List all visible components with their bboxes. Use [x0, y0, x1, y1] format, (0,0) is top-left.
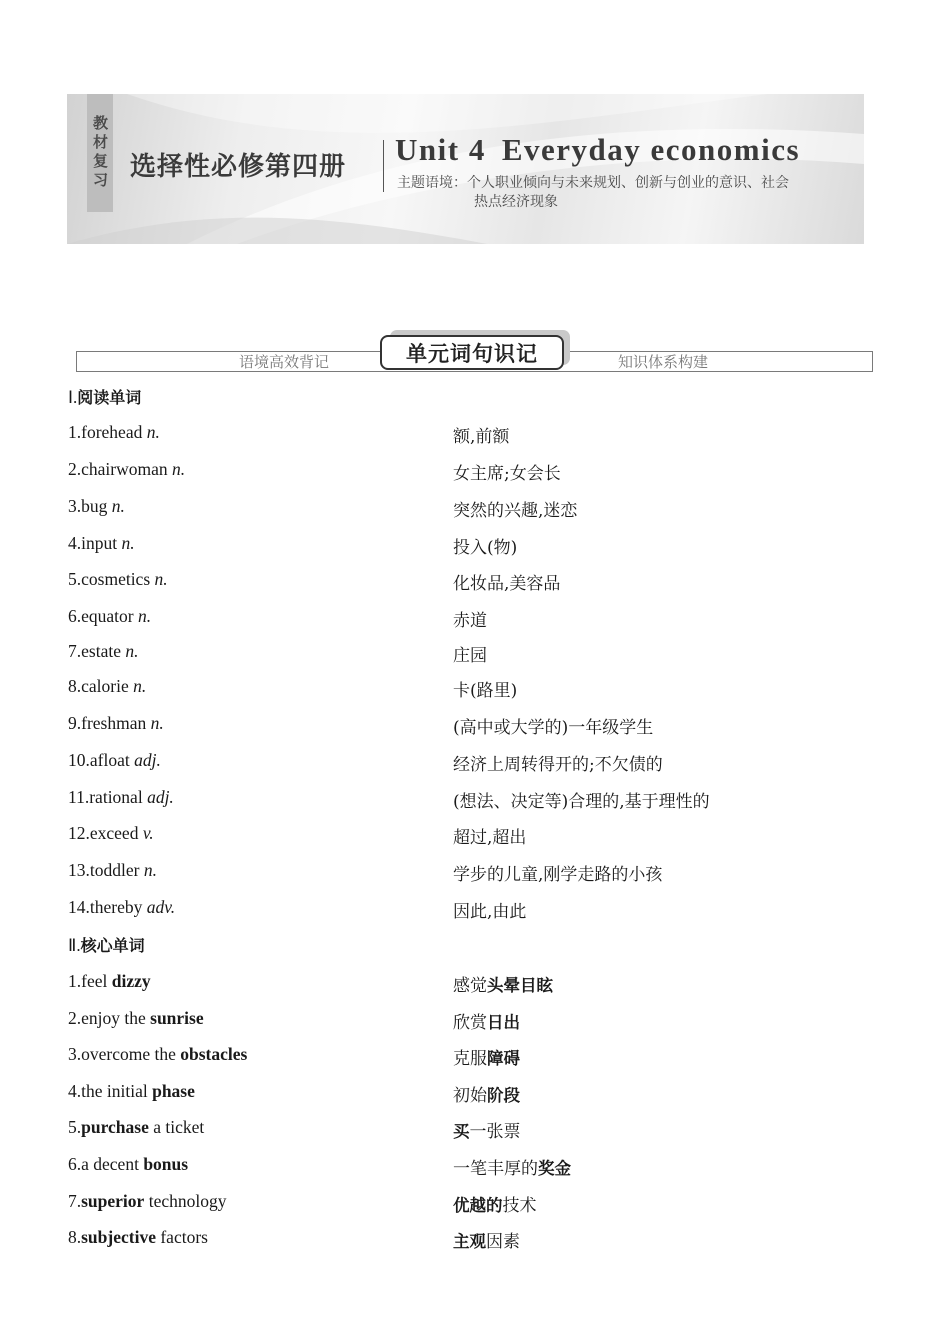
core-word-phrase [68, 1008, 204, 1029]
core-word-meaning [453, 1191, 537, 1216]
book-title: 选择性必修第四册 [130, 152, 347, 182]
reading-word-number: 12. [68, 823, 90, 843]
core-meaning-pre: 初始 [453, 1086, 487, 1106]
reading-word-row [68, 897, 868, 927]
unit-label: Unit 4 [395, 132, 486, 167]
reading-word: toddler [89, 860, 140, 880]
core-word-key: superior [81, 1191, 145, 1211]
core-word-meaning [453, 1227, 520, 1252]
reading-word: exceed [89, 823, 139, 843]
reading-word-pos: adj. [134, 750, 161, 770]
reading-word-row [68, 713, 868, 743]
core-word-post: factors [155, 1227, 208, 1247]
core-word-post: technology [144, 1191, 227, 1211]
reading-word: calorie [81, 676, 129, 696]
reading-words-heading [68, 385, 141, 408]
core-meaning-key: 头晕目眩 [487, 976, 553, 995]
core-word-meaning [453, 1008, 520, 1033]
core-word-key: phase [152, 1081, 195, 1101]
core-word-pre: the initial [81, 1081, 153, 1101]
reading-word-term [68, 750, 161, 771]
core-words-numeral: Ⅱ. [68, 936, 81, 955]
reading-word-term [68, 787, 174, 808]
unit-topic: Everyday economics [501, 132, 801, 167]
reading-word-number: 14. [68, 897, 90, 917]
reading-word-number: 3. [68, 496, 82, 516]
reading-word-meaning: (高中或大学的)一年级学生 [453, 718, 654, 738]
core-meaning-key: 主观 [453, 1232, 486, 1251]
core-word-key: dizzy [111, 971, 151, 991]
core-word-phrase [68, 1044, 247, 1065]
core-word-pre: enjoy the [81, 1008, 151, 1028]
core-word-row [68, 1044, 868, 1074]
core-word-row [68, 971, 868, 1001]
core-word-number: 4. [68, 1081, 82, 1101]
core-word-phrase [68, 1154, 188, 1175]
core-word-number: 6. [68, 1154, 82, 1174]
reading-word-pos: n. [133, 676, 147, 696]
reading-word-term [68, 533, 135, 554]
unit-title [395, 132, 800, 168]
core-word-meaning [453, 1154, 571, 1179]
core-word-row [68, 1008, 868, 1038]
core-meaning-key: 阶段 [487, 1086, 520, 1105]
reading-word-term [68, 897, 175, 918]
section-label-right: 知识体系构建 [618, 353, 709, 371]
core-word-key: purchase [81, 1117, 149, 1137]
reading-word-pos: adv. [146, 897, 176, 917]
reading-word-number: 10. [68, 750, 90, 770]
reading-word-number: 5. [68, 569, 82, 589]
reading-word-meaning: 投入(物) [453, 538, 518, 558]
core-words-title: 核心单词 [80, 936, 145, 955]
reading-word-row [68, 787, 868, 817]
reading-word-row [68, 459, 868, 489]
core-meaning-pre: 一笔丰厚的 [453, 1159, 538, 1179]
core-meaning-key: 障碍 [487, 1049, 520, 1068]
core-word-pre: overcome the [81, 1044, 181, 1064]
section-title: 单元词句识记 [380, 335, 564, 370]
reading-word-pos: n. [150, 713, 164, 733]
core-meaning-key: 奖金 [538, 1159, 571, 1178]
reading-word-meaning: 化妆品,美容品 [453, 574, 561, 594]
reading-word-row [68, 422, 868, 452]
core-word-phrase [68, 1117, 204, 1138]
core-word-meaning [453, 1117, 521, 1142]
reading-word-term [68, 422, 160, 443]
reading-word: rational [89, 787, 143, 807]
reading-word-pos: n. [137, 606, 152, 626]
reading-word-term [68, 496, 125, 517]
core-word-key: bonus [143, 1154, 189, 1174]
core-word-meaning [453, 1044, 520, 1069]
core-word-phrase [68, 1227, 208, 1248]
reading-word-meaning: 赤道 [453, 611, 487, 631]
core-word-number: 2. [68, 1008, 82, 1028]
core-word-number: 1. [68, 971, 82, 991]
reading-word: input [81, 533, 118, 553]
section-label-left: 语境高效背记 [239, 353, 330, 371]
reading-word-meaning: 庄园 [453, 646, 487, 666]
core-word-meaning [453, 1081, 520, 1106]
reading-word-meaning: 经济上周转得开的;不欠债的 [453, 755, 663, 775]
reading-word-row [68, 641, 868, 671]
banner-divider [383, 140, 384, 192]
core-word-row [68, 1154, 868, 1184]
reading-word-row [68, 496, 868, 526]
reading-word-number: 4. [68, 533, 82, 553]
textbook-review-tag: 教材复习 [87, 94, 113, 212]
reading-word-term [68, 860, 157, 881]
reading-word: thereby [89, 897, 143, 917]
reading-word-meaning: 卡(路里) [453, 681, 518, 701]
core-word-key: obstacles [180, 1044, 248, 1064]
theme-line-1: 主题语境：个人职业倾向与未来规划、创新与创业的意识、社会 [397, 175, 789, 191]
core-word-pre: feel [81, 971, 112, 991]
core-word-number: 7. [68, 1191, 82, 1211]
reading-word-meaning: 女主席;女会长 [453, 464, 561, 484]
core-word-phrase [68, 971, 151, 992]
reading-word-term [68, 606, 151, 627]
core-word-key: subjective [81, 1227, 156, 1247]
section-header [76, 333, 873, 373]
reading-words-numeral: Ⅰ. [68, 388, 78, 407]
reading-word: equator [81, 606, 134, 626]
reading-word-pos: v. [142, 823, 154, 843]
core-word-phrase [68, 1081, 195, 1102]
core-meaning-key: 日出 [487, 1013, 520, 1032]
reading-word-row [68, 750, 868, 780]
core-word-number: 8. [68, 1227, 82, 1247]
reading-word-meaning: 超过,超出 [453, 828, 527, 848]
reading-word-pos: n. [172, 459, 186, 479]
reading-word: chairwoman [81, 459, 168, 479]
reading-word-number: 1. [68, 422, 82, 442]
reading-word-pos: n. [121, 533, 135, 553]
theme-line-2: 热点经济现象 [474, 194, 558, 210]
reading-word-term [68, 823, 154, 844]
reading-word-term [68, 569, 168, 590]
core-word-number: 3. [68, 1044, 82, 1064]
core-word-number: 5. [68, 1117, 82, 1137]
reading-word-meaning: 因此,由此 [453, 902, 527, 922]
reading-word-pos: n. [154, 569, 168, 589]
reading-word-pos: n. [143, 860, 157, 880]
reading-word-pos: n. [111, 496, 125, 516]
reading-word-number: 7. [68, 641, 82, 661]
core-word-pre: a decent [81, 1154, 144, 1174]
reading-word-number: 11. [68, 787, 90, 807]
core-word-key: sunrise [150, 1008, 204, 1028]
core-word-row [68, 1191, 868, 1221]
reading-word-number: 8. [68, 676, 82, 696]
reading-word-row [68, 676, 868, 706]
reading-word-meaning: (想法、决定等)合理的,基于理性的 [453, 792, 710, 812]
reading-word-number: 9. [68, 713, 82, 733]
reading-word-meaning: 学步的儿童,刚学走路的小孩 [453, 865, 663, 885]
theme-context [397, 174, 852, 212]
reading-word-row [68, 860, 868, 890]
reading-word: bug [81, 496, 108, 516]
reading-word-row [68, 606, 868, 636]
reading-word-row [68, 569, 868, 599]
reading-word: forehead [81, 422, 143, 442]
core-words-heading [68, 933, 145, 956]
reading-word-term [68, 641, 138, 662]
core-word-row [68, 1117, 868, 1147]
reading-word: afloat [89, 750, 130, 770]
core-meaning-pre: 欣赏 [453, 1013, 487, 1033]
reading-word-pos: adj. [147, 787, 174, 807]
reading-word-row [68, 533, 868, 563]
core-word-row [68, 1081, 868, 1111]
reading-word: estate [81, 641, 121, 661]
core-meaning-post: 技术 [502, 1196, 537, 1216]
unit-banner [67, 94, 864, 244]
reading-word-pos: n. [125, 641, 139, 661]
reading-word-number: 6. [68, 606, 82, 626]
core-meaning-pre: 克服 [453, 1049, 487, 1069]
core-word-row [68, 1227, 868, 1257]
reading-word-pos: n. [146, 422, 160, 442]
core-meaning-post: 一张票 [469, 1122, 521, 1142]
reading-word-meaning: 额,前额 [453, 427, 510, 447]
reading-words-title: 阅读单词 [77, 388, 142, 407]
reading-word-row [68, 823, 868, 853]
reading-word-meaning: 突然的兴趣,迷恋 [453, 501, 578, 521]
core-meaning-key: 优越的 [453, 1196, 503, 1215]
reading-word-number: 2. [68, 459, 82, 479]
core-word-meaning [453, 971, 553, 996]
reading-word-term [68, 676, 146, 697]
core-word-phrase [68, 1191, 226, 1212]
reading-word: freshman [81, 713, 147, 733]
reading-word-term [68, 713, 164, 734]
reading-word: cosmetics [81, 569, 151, 589]
reading-word-term [68, 459, 185, 480]
core-word-post: a ticket [148, 1117, 205, 1137]
reading-word-number: 13. [68, 860, 90, 880]
core-meaning-key: 买 [453, 1122, 470, 1141]
core-meaning-pre: 感觉 [453, 976, 487, 996]
core-meaning-post: 因素 [486, 1232, 520, 1252]
